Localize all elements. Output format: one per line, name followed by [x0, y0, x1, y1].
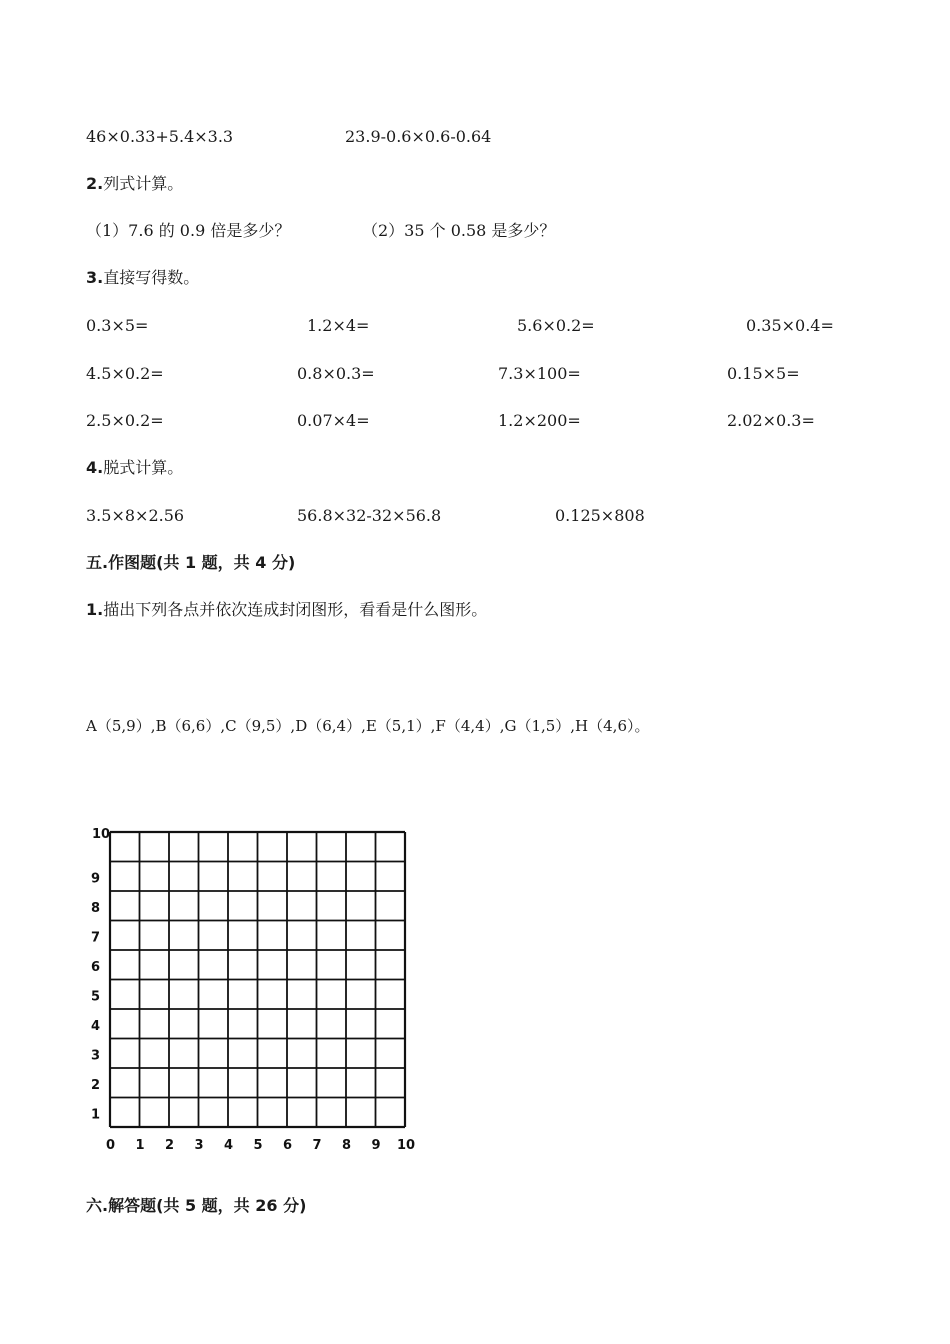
- x-axis-tick-label: 2: [165, 1138, 175, 1153]
- y-axis-tick-label: 7: [91, 930, 101, 946]
- x-axis-tick-label: 8: [342, 1138, 352, 1153]
- coordinate-grid-svg: [86, 822, 426, 1157]
- y-axis-tick-label: 6: [91, 960, 101, 975]
- x-axis-tick-label: 4: [224, 1138, 234, 1153]
- x-axis-tick-label: 9: [371, 1138, 381, 1153]
- calc-row-0-item-0: 46×0.33+5.4×3.3: [86, 127, 234, 146]
- q4-item-2: 56.8×32-32×56.8: [297, 506, 442, 525]
- q4-number: 4.: [86, 458, 104, 477]
- y-axis-tick-label: 1: [91, 1107, 101, 1123]
- q3-r2-c0: 2.5×0.2=: [86, 411, 164, 430]
- y-axis-tick-label: 4: [91, 1019, 101, 1034]
- q3-number: 3.: [86, 268, 104, 287]
- y-axis-tick-label: 2: [91, 1078, 101, 1093]
- q2-item-2: （2）35 个 0.58 是多少？: [362, 221, 556, 240]
- s5-q1-title: 描出下列各点并依次连成封闭图形，看看是什么图形。: [103, 600, 488, 619]
- q3-title: 直接写得数。: [103, 268, 200, 287]
- q2-title-line: [86, 174, 183, 194]
- q4-title-line: [86, 458, 183, 478]
- x-axis-tick-label: 10: [397, 1138, 416, 1153]
- section-5-heading: 五.作图题(共 1 题，共 4 分): [86, 553, 296, 572]
- x-axis-tick-label: 0: [106, 1138, 116, 1153]
- q2-item-1: （1）7.6 的 0.9 倍是多少？: [86, 221, 291, 240]
- y-axis-tick-label: 8: [91, 901, 101, 916]
- calc-row-0-item-1: 23.9-0.6×0.6-0.64: [345, 127, 492, 146]
- y-axis-tick-label: 10: [92, 827, 111, 842]
- q3-title-line: [86, 268, 199, 288]
- q3-r1-c2: 7.3×100=: [498, 364, 581, 383]
- x-axis-tick-label: 5: [253, 1138, 263, 1153]
- coordinate-grid: [86, 822, 426, 1157]
- x-axis-tick-label: 7: [312, 1138, 322, 1153]
- q4-item-1: 3.5×8×2.56: [86, 506, 185, 525]
- y-axis-tick-label: 9: [91, 871, 101, 887]
- section-6-heading: 六.解答题(共 5 题，共 26 分): [86, 1196, 307, 1215]
- q3-r1-c3: 0.15×5=: [727, 364, 800, 383]
- q2-number: 2.: [86, 174, 104, 193]
- q3-r2-c2: 1.2×200=: [498, 411, 581, 430]
- q3-r0-c0: 0.3×5=: [86, 316, 149, 335]
- y-axis-tick-label: 5: [91, 989, 101, 1005]
- q4-title: 脱式计算。: [103, 458, 184, 477]
- y-axis-tick-label: 3: [91, 1048, 101, 1064]
- q3-r2-c1: 0.07×4=: [297, 411, 370, 430]
- x-axis-tick-label: 1: [135, 1138, 145, 1153]
- q4-item-3: 0.125×808: [555, 506, 645, 525]
- s5-q1-title-line: [86, 600, 487, 620]
- x-axis-tick-label: 6: [283, 1138, 293, 1153]
- q3-r2-c3: 2.02×0.3=: [727, 411, 815, 430]
- q3-r0-c2: 5.6×0.2=: [517, 316, 595, 335]
- q3-r1-c0: 4.5×0.2=: [86, 364, 164, 383]
- q3-r0-c3: 0.35×0.4=: [746, 316, 834, 335]
- q2-title: 列式计算。: [103, 174, 184, 193]
- q3-r0-c1: 1.2×4=: [307, 316, 370, 335]
- q3-r1-c1: 0.8×0.3=: [297, 364, 375, 383]
- points-list: A（5,9）,B（6,6）,C（9,5）,D（6,4）,E（5,1）,F（4,4）,G（1,5）,H（4,6）。: [86, 717, 650, 735]
- s5-q1-number: 1.: [86, 600, 104, 619]
- x-axis-tick-label: 3: [194, 1138, 204, 1153]
